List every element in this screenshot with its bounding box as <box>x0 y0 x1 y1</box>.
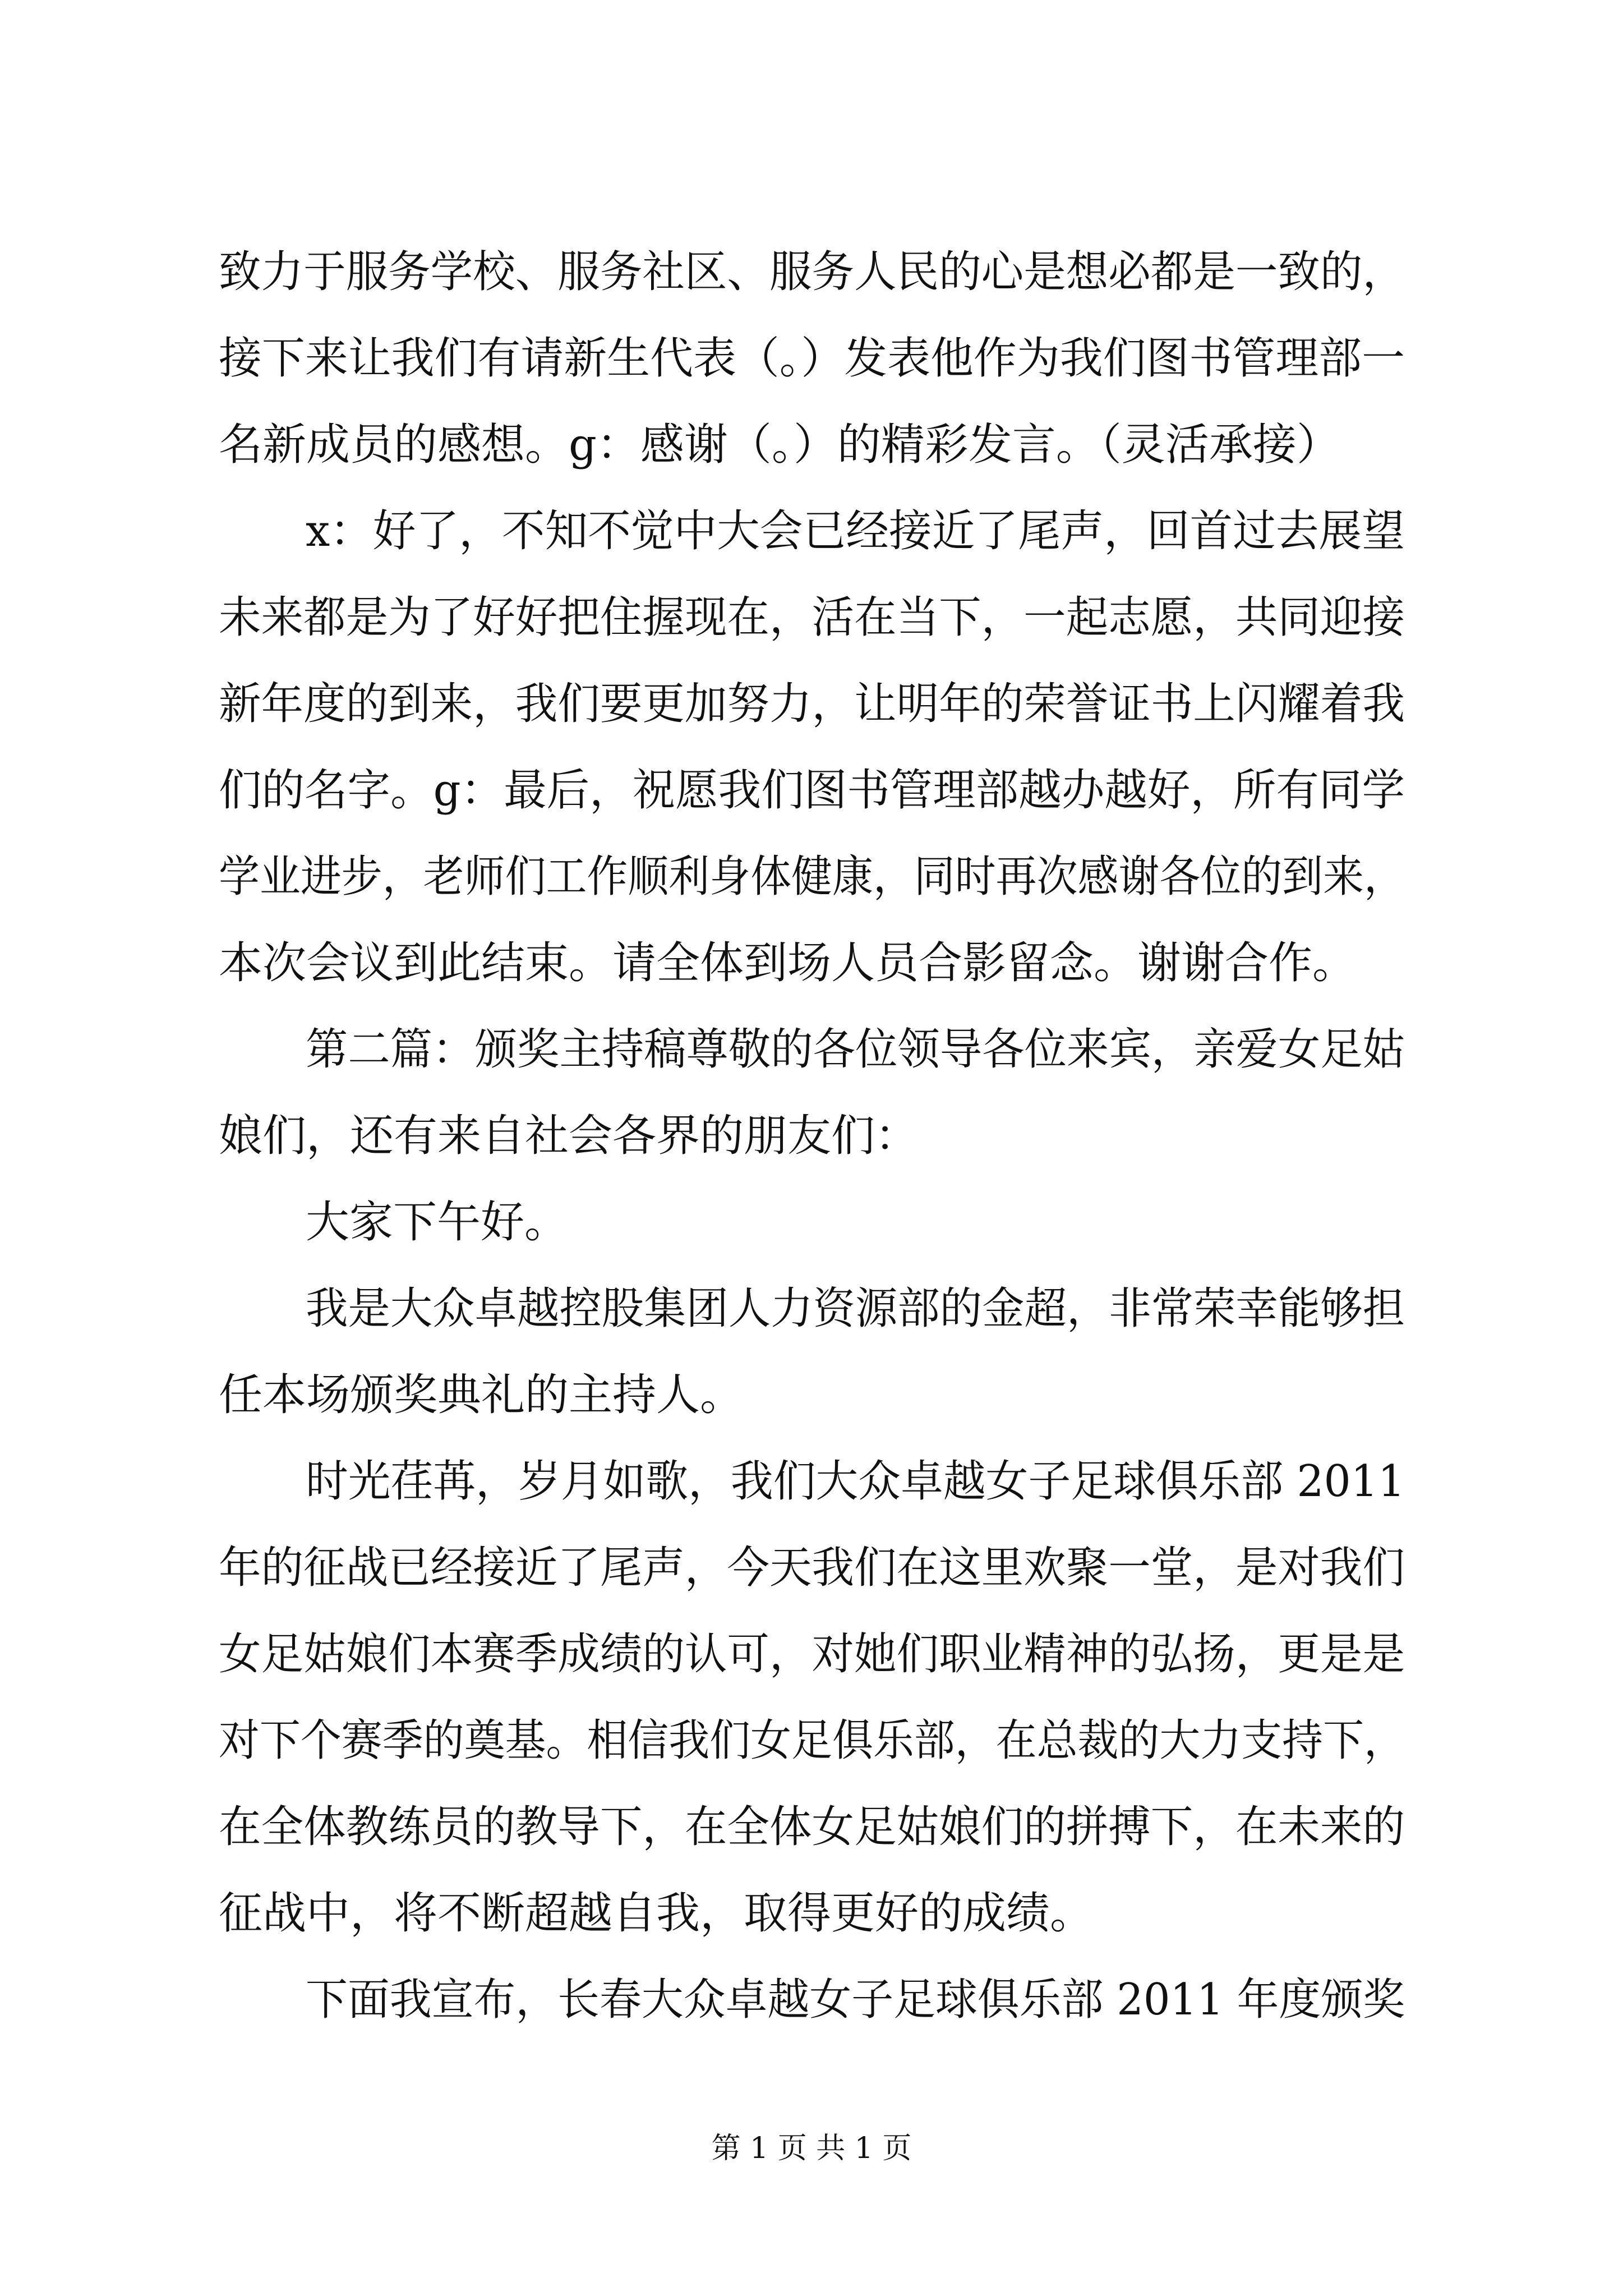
text-line: 我是大众卓越控股集团人力资源部的金超，非常荣幸能够担 <box>306 1283 1405 1334</box>
text-line: 在全体教练员的教导下，在全体女足姑娘们的拼搏下，在未来的 <box>219 1802 1405 1852</box>
text-line: 名新成员的感想。g：感谢（。）的精彩发言。（灵活承接） <box>219 420 1340 470</box>
text-line: 对下个赛季的奠基。相信我们女足俱乐部，在总裁的大力支持下， <box>219 1715 1405 1766</box>
text-line: 接下来让我们有请新生代表（。）发表他作为我们图书管理部一 <box>219 333 1405 384</box>
text-line: 女足姑娘们本赛季成绩的认可，对她们职业精神的弘扬，更是是 <box>219 1629 1405 1680</box>
text-line: 下面我宣布，长春大众卓越女子足球俱乐部 2011 年度颁奖 <box>306 1975 1405 2025</box>
text-line: 大家下午好。 <box>306 1197 569 1248</box>
text-line: 征战中，将不断超越自我，取得更好的成绩。 <box>219 1888 1094 1939</box>
text-line: 时光荏苒，岁月如歌，我们大众卓越女子足球俱乐部 2011 <box>306 1456 1405 1507</box>
text-line: 致力于服务学校、服务社区、服务人民的心是想必都是一致的， <box>219 247 1405 297</box>
text-line: 本次会议到此结束。请全体到场人员合影留念。谢谢合作。 <box>219 938 1357 988</box>
text-line: 娘们，还有来自社会各界的朋友们： <box>219 1111 919 1161</box>
text-line: 未来都是为了好好把住握现在，活在当下，一起志愿，共同迎接 <box>219 592 1405 643</box>
text-line: x：好了，不知不觉中大会已经接近了尾声，回首过去展望 <box>306 506 1405 556</box>
text-line: 任本场颁奖典礼的主持人。 <box>219 1370 744 1420</box>
text-line: 第二篇：颁奖主持稿尊敬的各位领导各位来宾，亲爱女足姑 <box>306 1024 1405 1075</box>
text-line: 学业进步，老师们工作顺利身体健康，同时再次感谢各位的到来， <box>219 852 1405 902</box>
page-footer: 第 1 页 共 1 页 <box>711 2132 912 2165</box>
text-line: 们的名字。g：最后，祝愿我们图书管理部越办越好，所有同学 <box>219 765 1405 816</box>
text-line: 年的征战已经接近了尾声，今天我们在这里欢聚一堂，是对我们 <box>219 1543 1405 1593</box>
text-line: 新年度的到来，我们要更加努力，让明年的荣誉证书上闪耀着我 <box>219 679 1405 729</box>
